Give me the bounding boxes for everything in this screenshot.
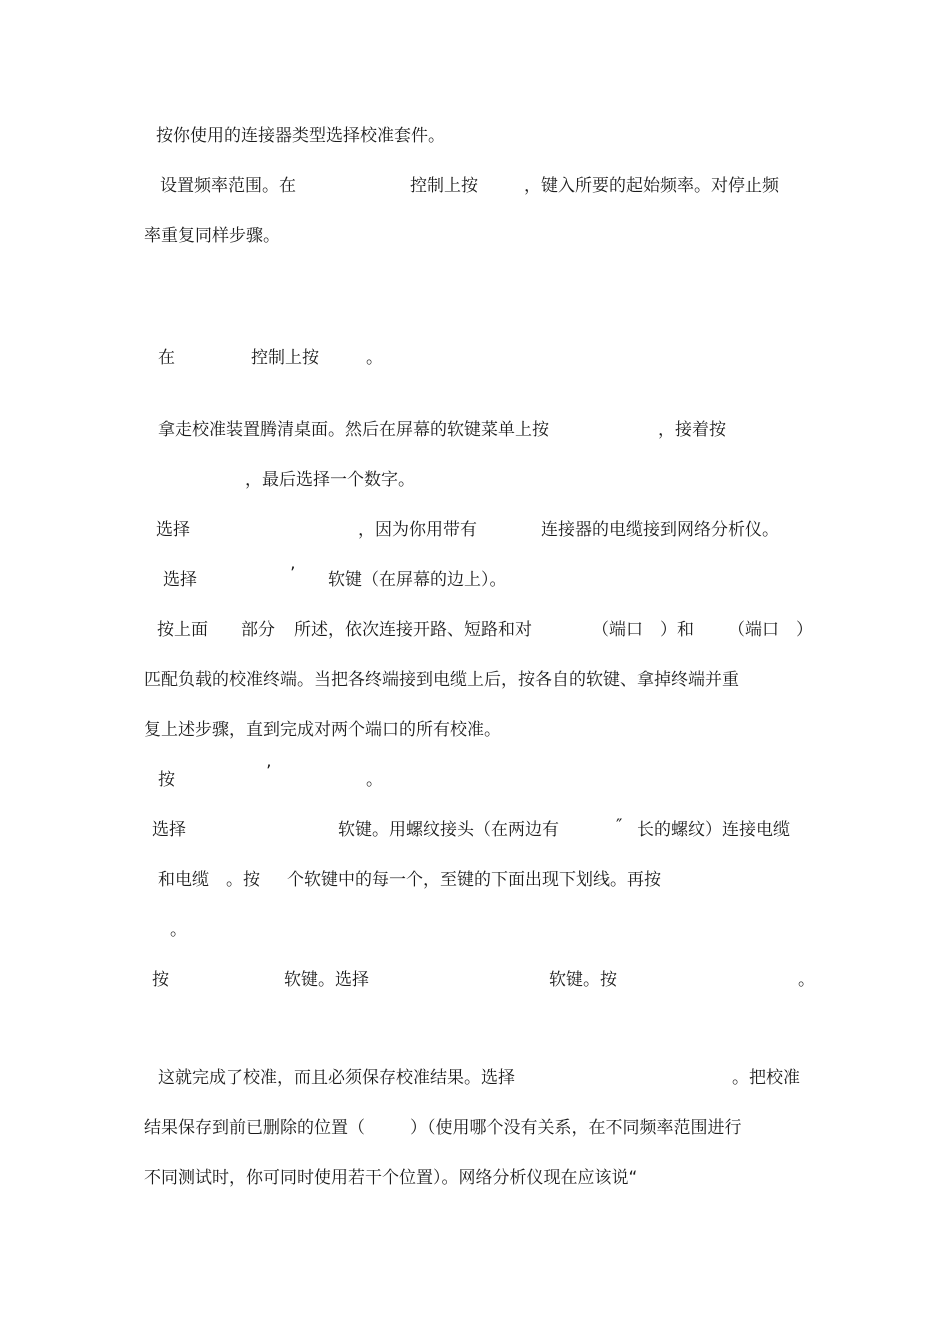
text-segment: 软键。用螺纹接头（在两边有: [338, 820, 559, 840]
text-segment: 软键。选择: [284, 970, 369, 990]
text-segment: 按你使用的连接器类型选择校准套件。: [156, 126, 445, 146]
text-segment: 和电缆: [158, 870, 209, 890]
text-segment: ’: [266, 762, 272, 782]
text-segment: 不同测试时，你可同时使用若干个位置）。网络分析仪现在应该说“: [144, 1168, 638, 1188]
text-segment: 这就完成了校准，而且必须保存校准结果。选择: [158, 1068, 515, 1088]
text-segment: 选择: [152, 820, 186, 840]
text-segment: 在: [158, 348, 175, 368]
text-segment: （端口: [728, 620, 779, 640]
text-segment: 软键。按: [549, 970, 617, 990]
text-segment: 连接器的电缆接到网络分析仪。: [541, 520, 779, 540]
text-segment: 率重复同样步骤。: [144, 226, 280, 246]
text-segment: 所述，依次连接开路、短路和对: [294, 620, 532, 640]
text-segment: 控制上按: [410, 176, 478, 196]
text-segment: 设置频率范围。在: [160, 176, 296, 196]
text-segment: 。: [798, 970, 815, 990]
text-segment: 。: [170, 920, 187, 940]
text-segment: 按上面: [157, 620, 208, 640]
text-segment: 部分: [241, 620, 275, 640]
text-segment: 。: [366, 770, 383, 790]
text-segment: 。: [366, 348, 383, 368]
text-segment: ）（使用哪个没有关系，在不同频率范围进行: [410, 1118, 742, 1138]
text-segment: 控制上按: [251, 348, 319, 368]
text-segment: 软键（在屏幕的边上）。: [328, 570, 507, 590]
text-segment: 结果保存到前已删除的位置（: [144, 1118, 365, 1138]
text-segment: 。把校准: [732, 1068, 800, 1088]
text-segment: ″: [616, 816, 623, 836]
text-segment: 拿走校准装置腾清桌面。然后在屏幕的软键菜单上按: [158, 420, 549, 440]
text-segment: ，因为你用带有: [358, 520, 477, 540]
text-segment: （端口: [592, 620, 643, 640]
text-segment: 。按: [226, 870, 260, 890]
text-segment: 按: [158, 770, 175, 790]
text-segment: 匹配负载的校准终端。当把各终端接到电缆上后，按各自的软键、拿掉终端并重: [144, 670, 739, 690]
text-segment: ，接着按: [658, 420, 726, 440]
text-segment: ’: [290, 564, 296, 584]
text-segment: ，键入所要的起始频率。对停止频: [524, 176, 779, 196]
text-segment: 选择: [156, 520, 190, 540]
text-segment: ）和: [660, 620, 694, 640]
text-segment: ，最后选择一个数字。: [245, 470, 415, 490]
text-segment: 选择: [163, 570, 197, 590]
text-segment: 复上述步骤，直到完成对两个端口的所有校准。: [144, 720, 501, 740]
text-segment: ）: [796, 620, 813, 640]
text-segment: 个软键中的每一个，至键的下面出现下划线。再按: [287, 870, 661, 890]
text-segment: 长的螺纹）连接电缆: [637, 820, 790, 840]
text-segment: 按: [152, 970, 169, 990]
